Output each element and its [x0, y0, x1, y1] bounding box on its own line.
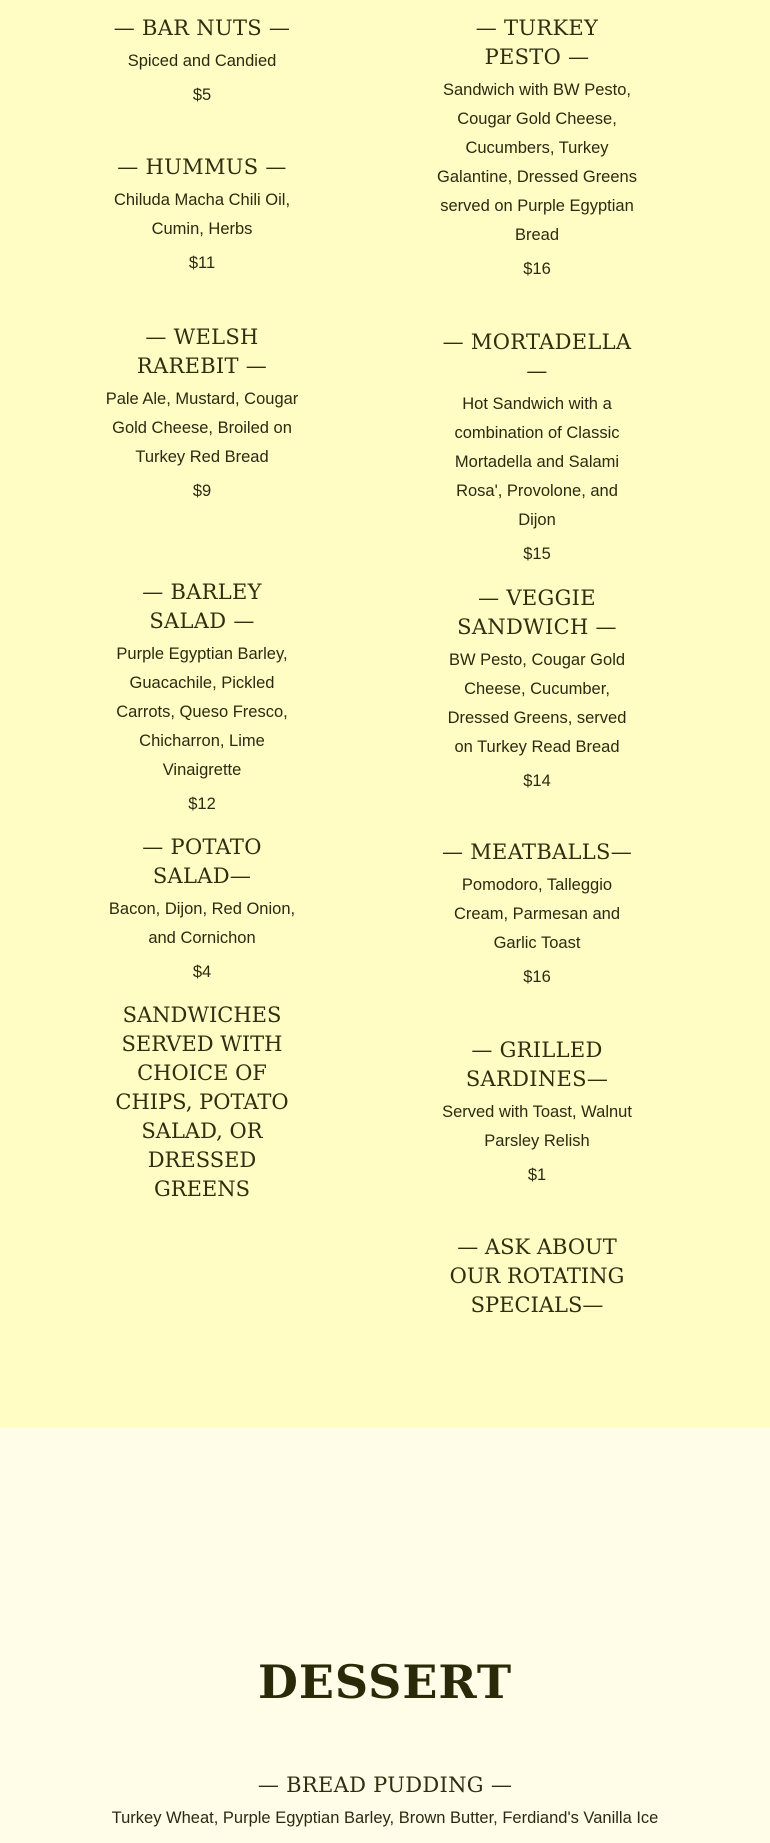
menu-item-title: — BARLEY SALAD —: [142, 580, 262, 633]
menu-item-description: BW Pesto, Cougar Gold Cheese, Cucumber, Dressed Greens, served on Turkey Read Bread: [447, 651, 627, 756]
menu-item-price: $1: [527, 1166, 547, 1184]
menu-item-title: — MORTADELLA —: [442, 330, 632, 383]
menu-item-description: Bacon, Dijon, Red Onion, and Cornichon: [108, 900, 296, 947]
menu-item-grilled-sardines: [437, 1036, 637, 1186]
menu-item-price: $5: [192, 86, 212, 104]
menu-item-description: Chiluda Macha Chili Oil, Cumin, Herbs: [113, 191, 291, 238]
menu-item-title: — POTATO SALAD—: [142, 835, 262, 888]
menu-item-description: Pomodoro, Talleggio Cream, Parmesan and Garlic Toast: [454, 876, 620, 952]
sandwich-sides-note: [102, 1001, 302, 1204]
dessert-item-bread-pudding: [0, 1771, 770, 1833]
menu-item-description: Served with Toast, Walnut Parsley Relish: [442, 1103, 632, 1150]
dessert-heading: DESSERT: [257, 1655, 513, 1709]
menu-item-description: Pale Ale, Mustard, Cougar Gold Cheese, Broiled on Turkey Red Bread: [105, 390, 299, 466]
dessert-item-title: — BREAD PUDDING —: [257, 1773, 513, 1797]
menu-item-price: $14: [523, 772, 551, 790]
dessert-item-description: Turkey Wheat, Purple Egyptian Barley, Brown Butter, Ferdiand's Vanilla Ice: [111, 1809, 659, 1827]
menu-item-title: — WELSH RAREBIT —: [136, 325, 268, 378]
menu-item-barley-salad: [102, 578, 302, 815]
menu-item-price: $11: [188, 254, 216, 272]
menu-item-title: — HUMMUS —: [117, 155, 287, 179]
menu-item-potato-salad: [102, 833, 302, 983]
rotating-specials-note: [437, 1233, 637, 1320]
menu-item-meatballs: [437, 838, 637, 988]
menu-item-description: Hot Sandwich with a combination of Classic Mortadella and Salami Rosa', Provolone, and Dijon: [454, 395, 620, 529]
menu-item-turkey-pesto: [437, 14, 637, 280]
menu-item-mortadella: [437, 328, 637, 565]
rotating-specials-note-text: — ASK ABOUT OUR ROTATING SPECIALS—: [449, 1235, 625, 1317]
menu-item-veggie-sandwich: [437, 584, 637, 792]
menu-item-price: $15: [523, 545, 551, 563]
menu-item-title: — GRILLED SARDINES—: [465, 1038, 609, 1091]
menu-item-price: $12: [188, 795, 216, 813]
menu-item-bar-nuts: [102, 14, 302, 106]
menu-item-price: $16: [523, 968, 551, 986]
menu-item-title: — BAR NUTS —: [113, 16, 291, 40]
menu-item-price: $9: [192, 482, 212, 500]
menu-item-price: $4: [192, 963, 212, 981]
menu-item-welsh-rarebit: [102, 323, 302, 502]
menu-item-title: — VEGGIE SANDWICH —: [457, 586, 617, 639]
dessert-section: [0, 1428, 770, 1843]
menu-item-description: Sandwich with BW Pesto, Cougar Gold Cheese, Cucumbers, Turkey Galantine, Dressed Greens served on Purple Egyptian Bread: [437, 81, 637, 244]
menu-item-hummus: [102, 153, 302, 274]
menu-item-title: — MEATBALLS—: [441, 840, 632, 864]
menu-item-description: Purple Egyptian Barley, Guacachile, Pickled Carrots, Queso Fresco, Chicharron, Lime Vinaigrette: [116, 645, 288, 779]
sandwich-sides-note-text: SANDWICHES SERVED WITH CHOICE OF CHIPS, POTATO SALAD, OR DRESSED GREENS: [115, 1003, 289, 1201]
menu-item-description: Spiced and Candied: [127, 52, 277, 70]
menu-item-price: $16: [523, 260, 551, 278]
menu-item-title: — TURKEY PESTO —: [475, 16, 599, 69]
